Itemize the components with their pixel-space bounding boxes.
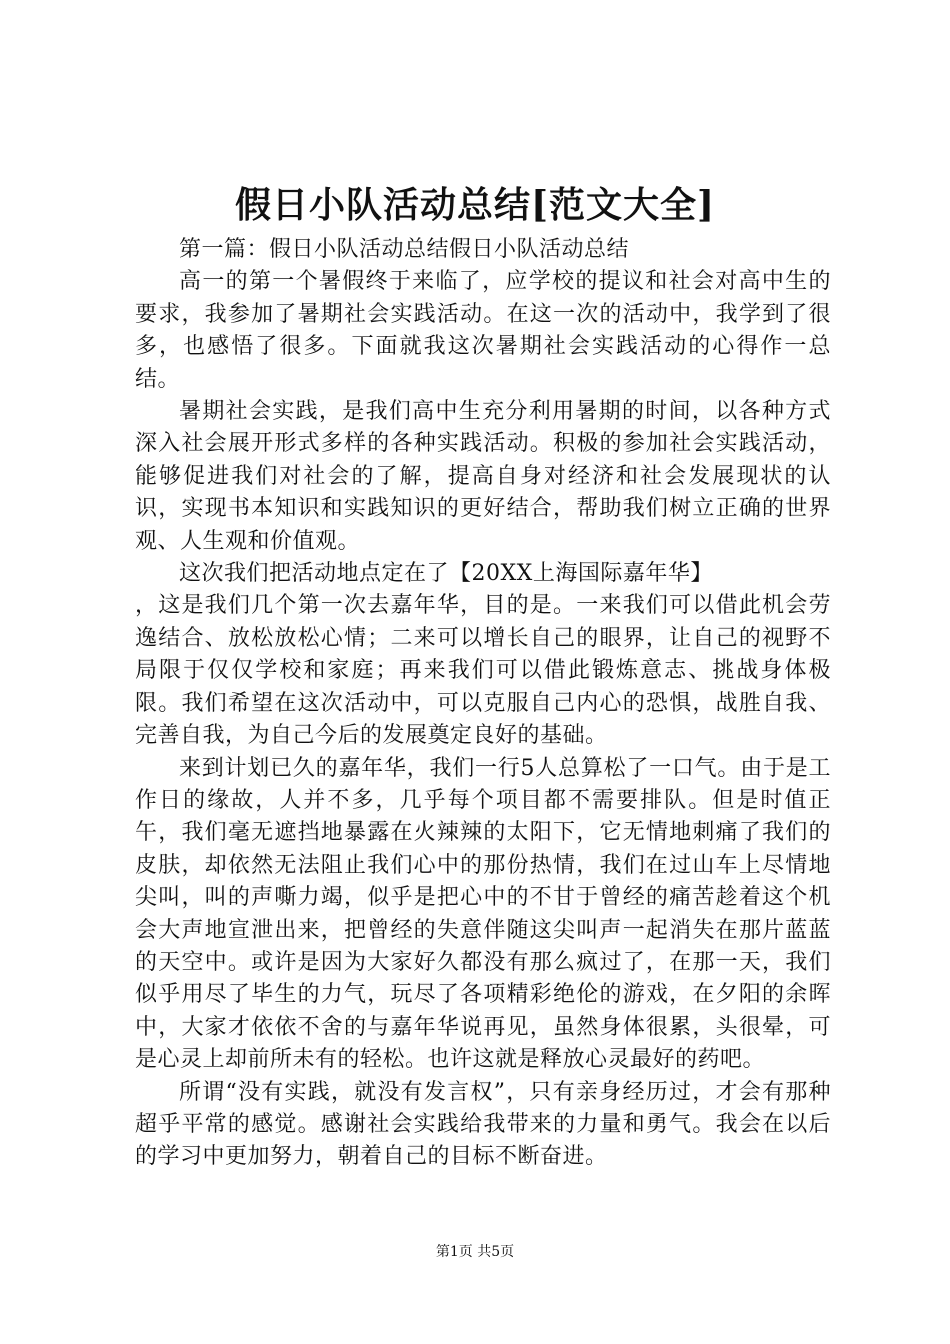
paragraph-4: ，这是我们几个第一次去嘉年华，目的是。一来我们可以借此机会劳逸结合、放松放松心情；二来可以增长自己的眼界，让自己的视野不局限于仅仅学校和家庭；再来我们可以借此锻炼意志、挑战身体极限。我们希望在这次活动中，可以克服自己内心的恐惧，战胜自我、完善自我，为自己今后的发展奠定良好的基础。 [135,593,831,749]
section-heading: 第一篇：假日小队活动总结假日小队活动总结 [179,237,630,262]
paragraph-2: 暑期社会实践，是我们高中生充分利用暑期的时间，以各种方式深入社会展开形式多样的各种实践活动。积极的参加社会实践活动，能够促进我们对社会的了解，提高自身对经济和社会发展现状的认识，实现书本知识和实践知识的更好结合，帮助我们树立正确的世界观、人生观和价值观。 [135,399,831,554]
paragraph-5: 来到计划已久的嘉年华，我们一行5人总算松了一口气。由于是工作日的缘故，人并不多，几乎每个项目都不需要排队。但是时值正午，我们毫无遮挡地暴露在火辣辣的太阳下，它无情地刺痛了我们的皮肤，却依然无法阻止我们心中的那份热情，我们在过山车上尽情地尖叫，叫的声嘶力竭，似乎是把心中的不甘于曾经的痛苦趁着这个机会大声地宣泄出来，把曾经的失意伴随这尖叫声一起消失在那片蓝蓝的天空中。或许是因为大家好久都没有那么疯过了，在那一天，我们似乎用尽了毕生的力气，玩尽了各项精彩绝伦的游戏，在夕阳的余晖中，大家才依依不舍的与嘉年华说再见，虽然身体很累，头很晕，可是心灵上却前所未有的轻松。也许这就是释放心灵最好的药吧。 [135,755,831,1073]
document-title: 假日小队活动总结[范文大全] [234,184,716,226]
paragraph-1: 高一的第一个暑假终于来临了，应学校的提议和社会对高中生的要求，我参加了暑期社会实践活动。在这一次的活动中，我学到了很多，也感悟了很多。下面就我这次暑期社会实践活动的心得作一总结。 [135,269,831,392]
page-number-footer: 第1页 共5页 [435,1244,515,1260]
paragraph-6: 所谓“没有实践，就没有发言权”，只有亲身经历过，才会有那种超乎平常的感觉。感谢社会实践给我带来的力量和勇气。我会在以后的学习中更加努力，朝着自己的目标不断奋进。 [135,1079,831,1170]
document-body [135,234,831,1174]
paragraph-3: 这次我们把活动地点定在了【20XX上海国际嘉年华】 [179,561,713,587]
